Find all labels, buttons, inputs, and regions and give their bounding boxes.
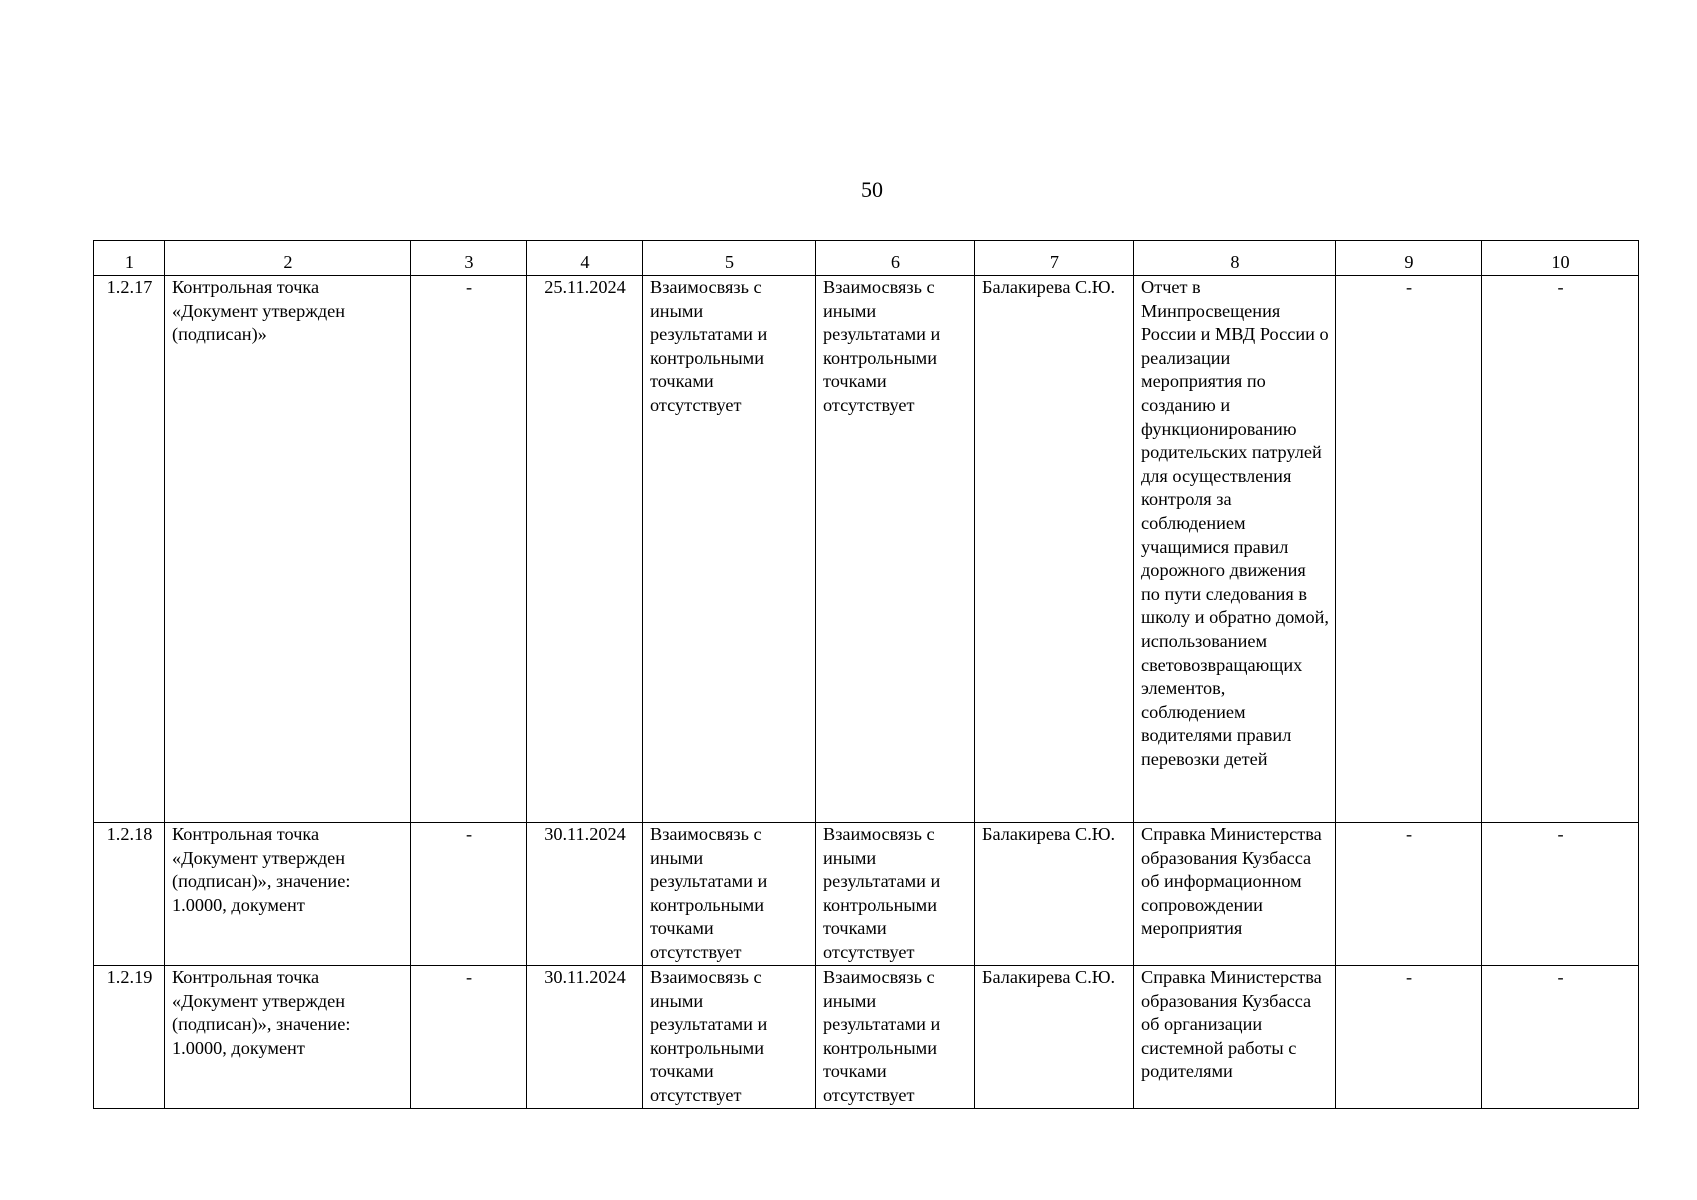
date-cell: 30.11.2024 [527, 966, 643, 1109]
col9-cell: - [1336, 276, 1482, 823]
table-row [94, 966, 1639, 1109]
row-number: 1.2.19 [94, 966, 165, 1109]
col9-cell: - [1336, 823, 1482, 966]
header-col-6: 6 [816, 241, 975, 276]
responsible-cell: Балакирева С.Ю. [975, 276, 1134, 823]
document-cell: Отчет в Минпросвещения России и МВД России о реализации мероприятия по созданию и функционированию родительских патрулей для осуществления контроля за соблюдением учащимися правил дорожного движения по пути следования в школу и обратно домой, использованием световозвращающих элементов, соблюдением водителями правил перевозки детей [1134, 276, 1336, 823]
header-col-4: 4 [527, 241, 643, 276]
col3-cell: - [411, 966, 527, 1109]
checkpoint-name: Контрольная точка «Документ утвержден (подписан)», значение: 1.0000, документ [165, 966, 411, 1109]
responsible-cell: Балакирева С.Ю. [975, 823, 1134, 966]
table-row [94, 823, 1639, 966]
relation-cell: Взаимосвязь с иными результатами и контрольными точками отсутствует [643, 966, 816, 1109]
header-row [94, 241, 1639, 276]
relation-cell: Взаимосвязь с иными результатами и контрольными точками отсутствует [643, 276, 816, 823]
col3-cell: - [411, 276, 527, 823]
header-col-7: 7 [975, 241, 1134, 276]
plan-table [93, 240, 1639, 1109]
header-col-1: 1 [94, 241, 165, 276]
col3-cell: - [411, 823, 527, 966]
document-cell: Справка Министерства образования Кузбасса об организации системной работы с родителями [1134, 966, 1336, 1109]
relation-cell: Взаимосвязь с иными результатами и контрольными точками отсутствует [816, 276, 975, 823]
col9-cell: - [1336, 966, 1482, 1109]
relation-cell: Взаимосвязь с иными результатами и контрольными точками отсутствует [816, 966, 975, 1109]
responsible-cell: Балакирева С.Ю. [975, 966, 1134, 1109]
header-col-3: 3 [411, 241, 527, 276]
date-cell: 25.11.2024 [527, 276, 643, 823]
header-col-10: 10 [1482, 241, 1639, 276]
col10-cell: - [1482, 276, 1639, 823]
row-number: 1.2.18 [94, 823, 165, 966]
col10-cell: - [1482, 966, 1639, 1109]
header-col-2: 2 [165, 241, 411, 276]
col10-cell: - [1482, 823, 1639, 966]
row-number: 1.2.17 [94, 276, 165, 823]
header-col-5: 5 [643, 241, 816, 276]
table-row [94, 276, 1639, 823]
relation-cell: Взаимосвязь с иными результатами и контрольными точками отсутствует [816, 823, 975, 966]
header-col-8: 8 [1134, 241, 1336, 276]
date-cell: 30.11.2024 [527, 823, 643, 966]
header-col-9: 9 [1336, 241, 1482, 276]
relation-cell: Взаимосвязь с иными результатами и контрольными точками отсутствует [643, 823, 816, 966]
page-number: 50 [861, 177, 883, 202]
checkpoint-name: Контрольная точка «Документ утвержден (подписан)», значение: 1.0000, документ [165, 823, 411, 966]
checkpoint-name: Контрольная точка «Документ утвержден (подписан)» [165, 276, 411, 823]
document-cell: Справка Министерства образования Кузбасса об информационном сопровождении мероприятия [1134, 823, 1336, 966]
